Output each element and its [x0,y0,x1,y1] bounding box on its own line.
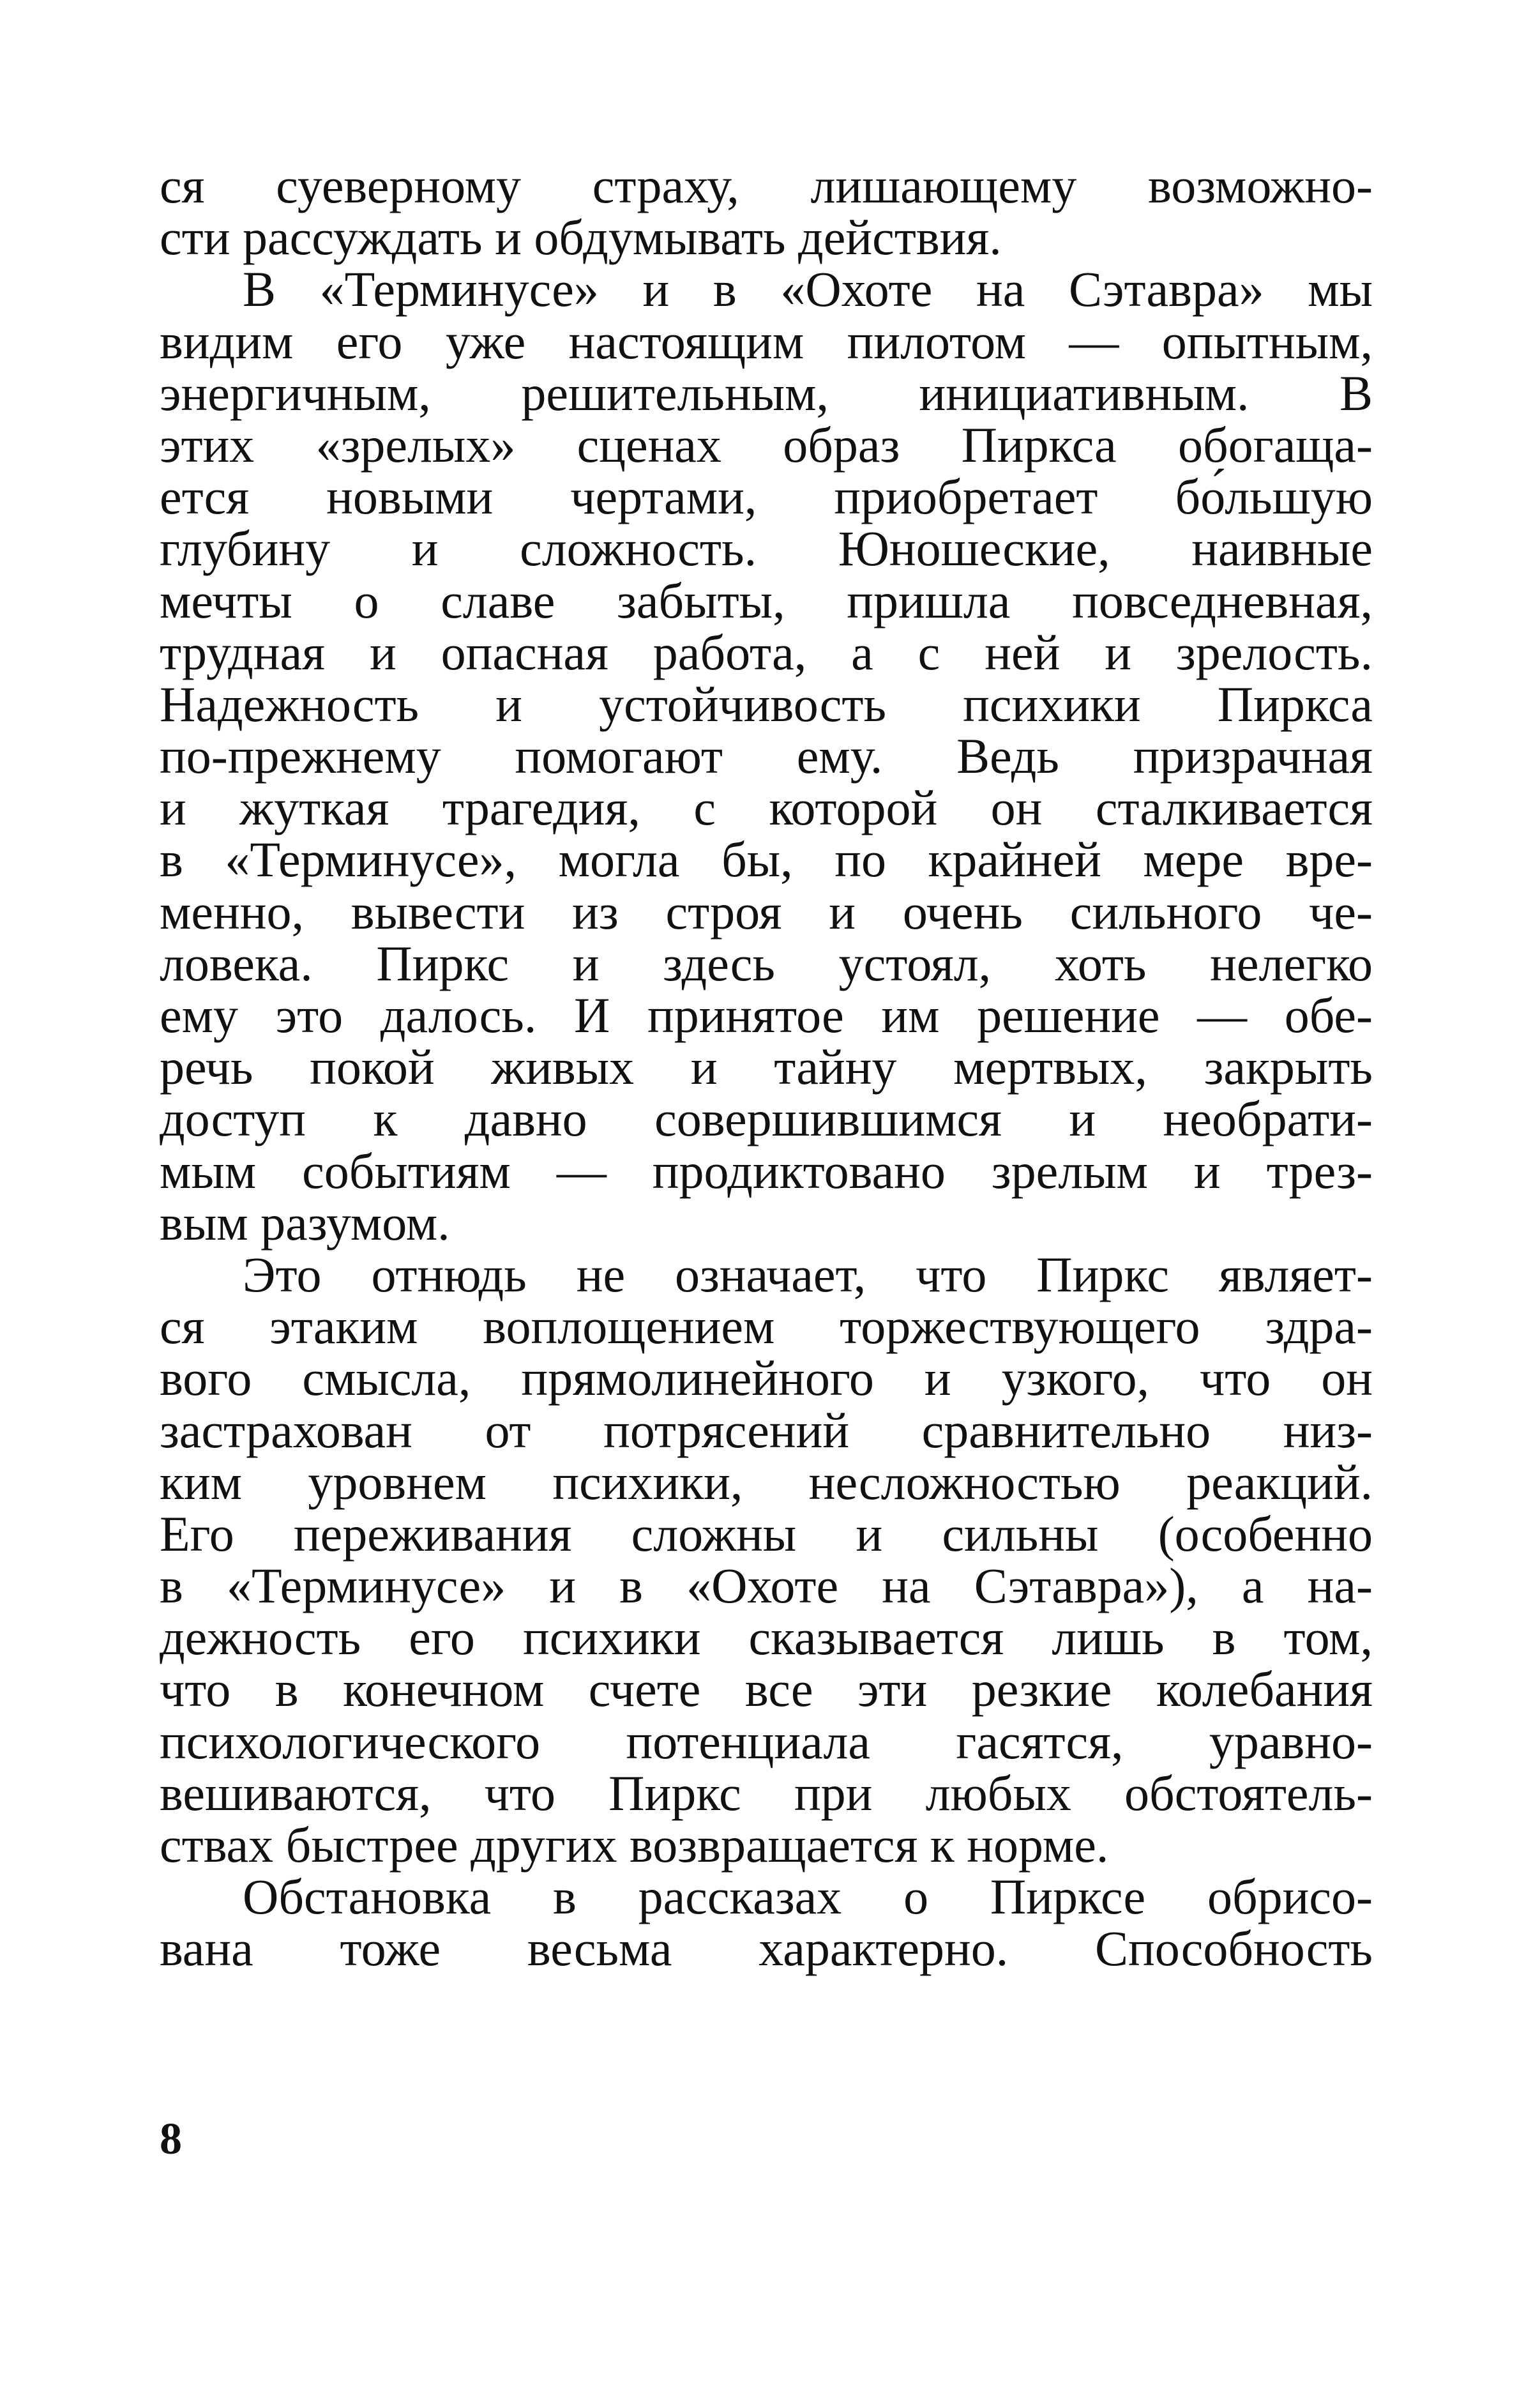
text-line: ким уровнем психики, несложностью реакций. [160,1454,1373,1510]
text-line: в «Терминусе» и в «Охоте на Сэтавра»), а на- [160,1558,1373,1614]
text-line: в «Терминусе», могла бы, по крайней мере вре- [160,832,1373,888]
text-line: ему это далось. И принятое им решение — обе- [160,987,1373,1043]
text-line: речь покой живых и тайну мертвых, закрыть [160,1039,1373,1095]
text-line: менно, вывести из строя и очень сильного че- [160,883,1373,939]
text-line: доступ к давно совершившимся и необрати- [160,1091,1373,1147]
text-line: ся суеверному страху, лишающему возможно- [160,158,1373,213]
text-line: вешиваются, что Пиркс при любых обстоятель- [160,1765,1373,1821]
body-text [160,160,1373,1975]
text-line: мечты о славе забыты, пришла повседневная, [160,572,1373,628]
text-line: энергичным, решительным, инициативным. В [160,365,1373,421]
text-line: сти рассуждать и обдумывать действия. [160,209,1002,266]
text-line: Надежность и устойчивость психики Пиркса [160,676,1373,732]
text-line: вого смысла, прямолинейного и узкого, что он [160,1350,1373,1406]
text-line: психологического потенциала гасятся, уравно- [160,1713,1373,1769]
text-line: и жуткая трагедия, с которой он сталкивается [160,780,1373,836]
text-line: Его переживания сложны и сильны (особенно [160,1505,1373,1562]
paragraph-first-line: Обстановка в рассказах о Пирксе обрисо- [243,1869,1373,1925]
text-line: вана тоже весьма характерно. Способность [160,1921,1373,1977]
text-line: по-прежнему помогают ему. Ведь призрачная [160,728,1373,784]
text-line: застрахован от потрясений сравнительно низ- [160,1402,1373,1458]
text-line: видим его уже настоящим пилотом — опытным, [160,313,1373,369]
text-line: что в конечном счете все эти резкие колебания [160,1661,1373,1717]
paragraph-first-line: В «Терминусе» и в «Охоте на Сэтавра» мы [243,261,1373,317]
paragraph-first-line: Это отнюдь не означает, что Пиркс являет- [243,1246,1373,1302]
text-line: дежность его психики сказывается лишь в том, [160,1609,1373,1666]
page-number: 8 [160,2115,182,2164]
text-line: ловека. Пиркс и здесь устоял, хоть нелегко [160,935,1373,991]
text-line: трудная и опасная работа, а с ней и зрелость. [160,624,1373,680]
text-line: глубину и сложность. Юношеские, наивные [160,521,1373,577]
text-line: этих «зрелых» сценах образ Пиркса обогаща- [160,416,1373,473]
text-line: ся этаким воплощением торжествующего здра- [160,1298,1373,1355]
text-line: вым разумом. [160,1194,450,1251]
text-line: мым событиям — продиктовано зрелым и трез- [160,1143,1373,1199]
text-line: ствах быстрее других возвращается к норме. [160,1817,1109,1873]
text-line: ется новыми чертами, приобретает бо́льшую [160,469,1373,525]
